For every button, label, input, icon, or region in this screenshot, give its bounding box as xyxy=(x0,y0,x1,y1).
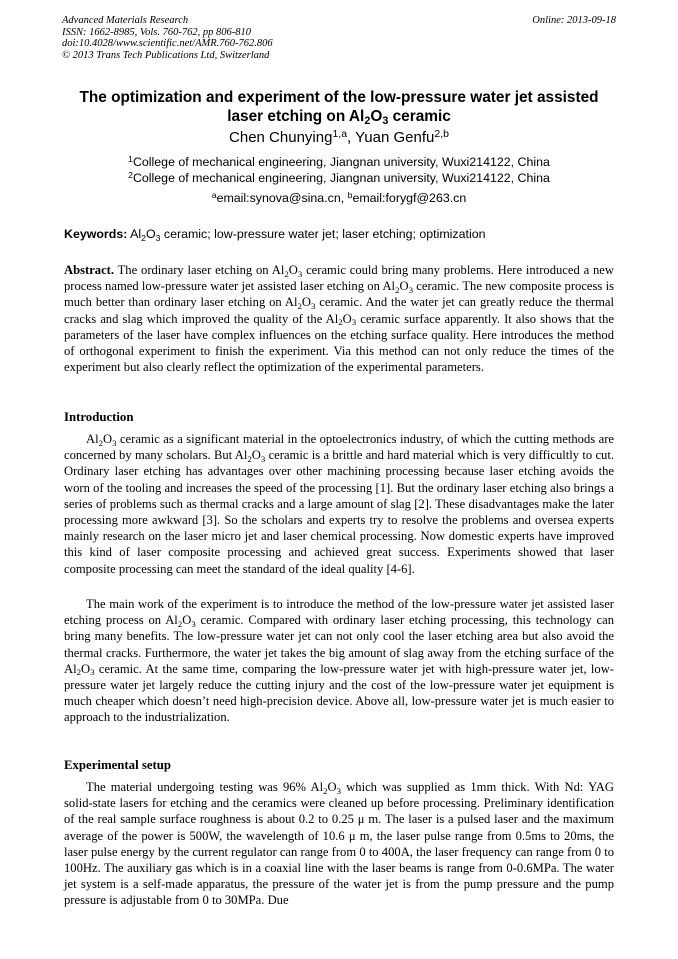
doi-line: doi:10.4028/www.scientific.net/AMR.760-762.806 xyxy=(62,38,273,50)
abstract-paragraph: Abstract. The ordinary laser etching on $Al_2O_3$ ceramic could bring many problems. Here introduced a new process named low-pressure water jet assisted laser etching on $Al_2O_3$ ceramic. The new composite process is much better than ordinary laser etching on $Al_2O_3$ ceramic. And the water jet can greatly reduce the thermal cracks and slag which improved the quality of the $Al_2O_3$ ceramic surface apparently. It also shows that the parameters of the laser have complex influences on the etching surface quality. Here introduces the method of orthogonal experiment to finish the experiment. Via this method can not only reduce the times of the experiment but also clearly reflect the optimization of the experimental parameters. xyxy=(64,263,615,375)
online-date: Online: 2013-09-18 xyxy=(532,15,616,26)
email-b: email:forygf@263.cn xyxy=(352,191,467,205)
paper-title xyxy=(40,88,638,126)
keywords: Keywords: $Al_2O_3$ ceramic; low-pressure water jet; laser etching; optimization xyxy=(64,227,486,243)
title-line-2: laser etching on $Al_2O_3$ ceramic xyxy=(227,108,451,128)
author-emails: $^a$email:synova@sina.cn, $^b$email:forygf@263.cn xyxy=(211,190,467,205)
affiliation-2: $^2$College of mechanical engineering, Jiangnan university, Wuxi214122, China xyxy=(128,169,550,185)
keywords-label: Keywords: xyxy=(64,227,128,241)
journal-name: Advanced Materials Research xyxy=(62,15,189,26)
experimental-setup-paragraph: The material undergoing testing was 96% $Al_2O_3$ which was supplied as 1mm thick. With Nd: YAG solid-state lasers for etching and the ceramics were cleaned up before processing. Preliminary identification of the real sample surface roughness is about 0.2 to 0.25 μ m. The laser is a pulsed laser and the maximum average of the power is 500W, the wavelength of 10.6 μ m, the laser pulse range from 0.5ms to 20ms, the laser pulse energy by the current regulator can range from 0 to 400A, the laser frequency can range from 0 to 100Hz. The auxiliary gas which is in a coaxial line with the laser beams is range from 0-0.6MPa. The water jet system is a self-made apparatus, the pressure of the water jet is from the pump pressure and the pump pressure is adjustable from 0 to 30MPa. Due xyxy=(64,780,614,908)
affiliations xyxy=(40,155,638,186)
author-list: Chen Chunying$^{1,a}$, Yuan Genfu$^{2,b}$ xyxy=(229,128,449,146)
journal-header xyxy=(62,15,616,61)
abstract-label: Abstract. xyxy=(64,263,115,277)
experimental-setup-heading: Experimental setup xyxy=(64,758,171,772)
author-2: Yuan Genfu xyxy=(355,129,435,146)
author-1: Chen Chunying xyxy=(229,129,333,146)
introduction-paragraph-1: $Al_2O_3$ ceramic as a significant material in the optoelectronics industry, of which the cutting methods are concerned by many scholars. But $Al_2O_3$ ceramic is a brittle and hard material which is very difficultly to cut. Ordinary laser etching has advantages over other machining processing because laser etching avoids the worn of the tooling and increases the speed of the processing [1]. But the ordinary laser etching also brings a series of problems such as thermal cracks and a large amount of slag [2]. These disadvantages make the later processing more awkward [3]. So the scholars and experts try to resolve the problems and oversea experts mainly research on the laser micro jet and laser chemical processing. Now domestic experts have improved this kind of laser composite processing and achieved great success. Experiments showed that laser composite processing can meet the standard of the ideal quality [4-6]. xyxy=(64,432,614,576)
email-a: email:synova@sina.cn, xyxy=(216,191,348,205)
issn-line: ISSN: 1662-8985, Vols. 760-762, pp 806-810 xyxy=(62,26,251,38)
copyright-line: © 2013 Trans Tech Publications Ltd, Switzerland xyxy=(62,49,270,61)
introduction-paragraph-2: The main work of the experiment is to introduce the method of the low-pressure water jet assisted laser etching process on $Al_2O_3$ ceramic. Compared with ordinary laser etching processing, this technology can bring many benefits. The low-pressure water jet can not only cool the laser etching area but also avoid the thermal cracks. Furthermore, the water jet takes the big amount of slag away from the etching surface of the $Al_2O_3$ ceramic. At the same time, comparing the low-pressure water jet with high-pressure water jet, low-pressure water jet largely reduce the cutting injury and the cost of the low-pressure water jet equipment is much cheaper which doesn’t need high-precision device. Above all, low-pressure water jet is much easier to approach to the industrialization. xyxy=(64,597,614,725)
introduction-heading: Introduction xyxy=(64,410,134,424)
title-line-1: The optimization and experiment of the low-pressure water jet assisted xyxy=(79,89,599,106)
affiliation-1: $^1$College of mechanical engineering, Jiangnan university, Wuxi214122, China xyxy=(128,154,550,169)
